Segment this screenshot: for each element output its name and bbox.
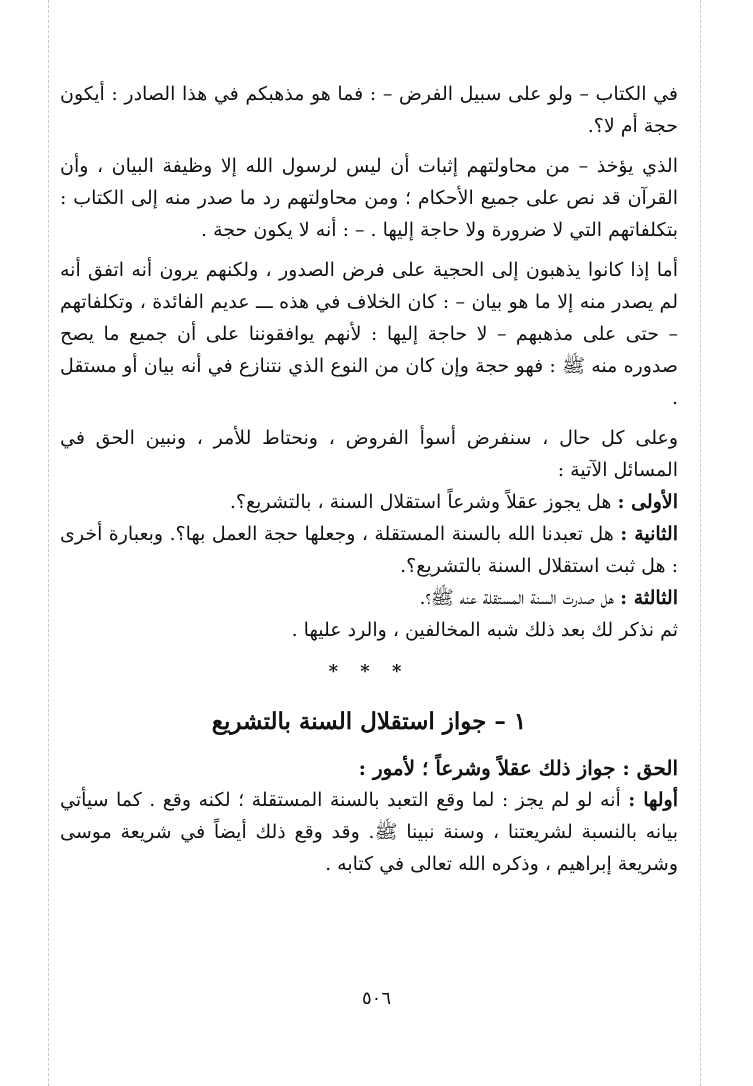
question-3-label: الثالثة :: [620, 587, 678, 609]
first-reason: [60, 784, 678, 880]
closing-line: ثم نذكر لك بعد ذلك شبه المخالفين ، والرد عليها .: [291, 619, 678, 641]
book-page: [60, 78, 678, 880]
first-reason-label: أولها :: [628, 789, 679, 811]
question-1: [60, 486, 678, 518]
first-reason-text: أنه لو لم يجز : لما وقع التعبد بالسنة المستقلة ؛ لكنه وقع . كما سيأتي بيانه بالنسبة لشريعتنا ، وسنة نبينا ﷺ. وقد وقع ذلك أيضاً في شريعة موسى وشريعة إبراهيم ، وذكره الله تعالى في كتابه .: [60, 789, 678, 875]
paragraph-4: وعلى كل حال ، سنفرض أسوأ الفروض ، ونحتاط للأمر ، ونبين الحق في المسائل الآتية :: [60, 427, 678, 481]
margin-guide-right: [700, 0, 701, 1086]
question-1-label: الأولى :: [617, 491, 678, 513]
question-2-label: الثانية :: [620, 523, 678, 545]
question-3: [60, 582, 678, 614]
question-3-text: هل صدرت السنة المستقلة عنه ﷺ؟.: [419, 587, 615, 609]
paragraph-1: في الكتاب – ولو على سبيل الفرض – : فما هو مذهبكم في هذا الصادر : أيكون حجة أم لا؟.: [60, 83, 678, 137]
section-separator: * * *: [328, 661, 410, 682]
margin-guide-left: [48, 0, 49, 1086]
question-1-text: هل يجوز عقلاً وشرعاً استقلال السنة ، بالتشريع؟.: [229, 491, 612, 513]
question-2-text: هل تعبدنا الله بالسنة المستقلة ، وجعلها حجة العمل بها؟. وبعبارة أخرى : هل ثبت استقلال السنة بالتشريع؟.: [60, 523, 678, 577]
paragraph-3: أما إذا كانوا يذهبون إلى الحجية على فرض الصدور ، ولكنهم يرون أنه اتفق أنه لم يصدر منه إلا ما هو بيان – : كان الخلاف في هذه ـــ عديم الفائدة ، وتكلفاتهم – حتى على مذهبهم – لا حاجة إليها : لأنهم يوافقوننا على أن جميع ما يصح صدوره منه ﷺ : فهو حجة وإن كان من النوع الذي نتنازع في أنه بيان أو مستقل .: [60, 259, 678, 409]
paragraph-2: الذي يؤخذ – من محاولتهم إثبات أن ليس لرسول الله إلا وظيفة البيان ، وأن القرآن قد نص على جميع الأحكام ؛ ومن محاولتهم رد ما صدر منه إلى الكتاب : بتكلفاتهم التي لا ضرورة ولا حاجة إليها . – : أنه لا يكون حجة .: [60, 155, 678, 241]
page-number: ٥٠٦: [361, 988, 391, 1009]
section-heading: ١ – جواز استقلال السنة بالتشريع: [211, 708, 527, 735]
section-subheading: الحق : جواز ذلك عقلاً وشرعاً ؛ لأمور :: [358, 756, 678, 780]
question-2: [60, 518, 678, 582]
